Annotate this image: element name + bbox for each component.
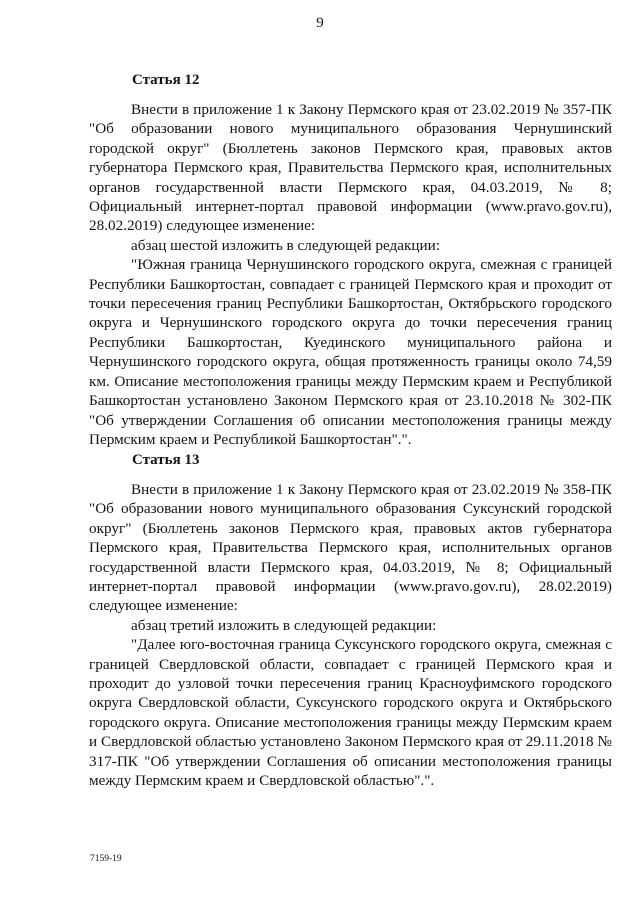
article-13-quote: "Далее юго-восточная граница Суксунского городского округа, смежная с границей Свердловской области, совпадает с границей Пермского края и проходит до узловой точки пересечения границ Красноуфимского городского округа Свердловской области, Суксунского городского округа и Октябрьского городского округа. Описание местоположения границы между Пермским краем и Свердловской областью установлено Законом Пермского края от 29.11.2018 № 317-ПК "Об утверждении Соглашения об описании местоположения границы между Пермским краем и Свердловской областью".". [89,636,612,790]
article-13-instruction: абзац третий изложить в следующей редакции: [131,616,437,634]
document-code: 7159-19 [90,854,122,864]
article-12-quote: "Южная граница Чернушинского городского округа, смежная с границей Республики Башкортостан, совпадает с границей Пермского края и проходит от точки пересечения границ Республики Башкортостан, Октябрьского городского округа и Чернушинского городского округа до точки пересечения границ Республики Башкортостан, Куединского муниципального района и Чернушинского городского округа, общая протяженность границы около 74,59 км. Описание местоположения границы между Пермским краем и Республикой Башкортостан установлено Законом Пермского края от 23.10.2018 № 302-ПК "Об утверждении Соглашения об описании местоположения границы между Пермским краем и Республикой Башкортостан".". [89,256,612,448]
article-13-body [89,480,612,791]
page-number: 9 [316,15,324,31]
article-13-heading: Статья 13 [132,452,200,468]
article-12-heading: Статья 12 [132,72,200,88]
article-12-intro: Внести в приложение 1 к Закону Пермского края от 23.02.2019 № 357-ПК "Об образовании нового муниципального образования Чернушинский городской округ" (Бюллетень законов Пермского края, правовых актов губернатора Пермского края, Правительства Пермского края, исполнительных органов государственной власти Пермского края, 04.03.2019, № 8; Официальный интернет-портал правовой информации (www.pravo.gov.ru), 28.02.2019) следующее изменение: [89,101,612,235]
article-12-body [89,100,612,449]
article-12-instruction: абзац шестой изложить в следующей редакции: [131,236,440,254]
article-13-intro: Внести в приложение 1 к Закону Пермского края от 23.02.2019 № 358-ПК "Об образовании нового муниципального образования Суксунский городской округ" (Бюллетень законов Пермского края, правовых актов губернатора Пермского края, Правительства Пермского края, исполнительных органов государственной власти Пермского края, 04.03.2019, № 8; Официальный интернет-портал правовой информации (www.pravo.gov.ru), 28.02.2019) следующее изменение: [89,481,612,615]
